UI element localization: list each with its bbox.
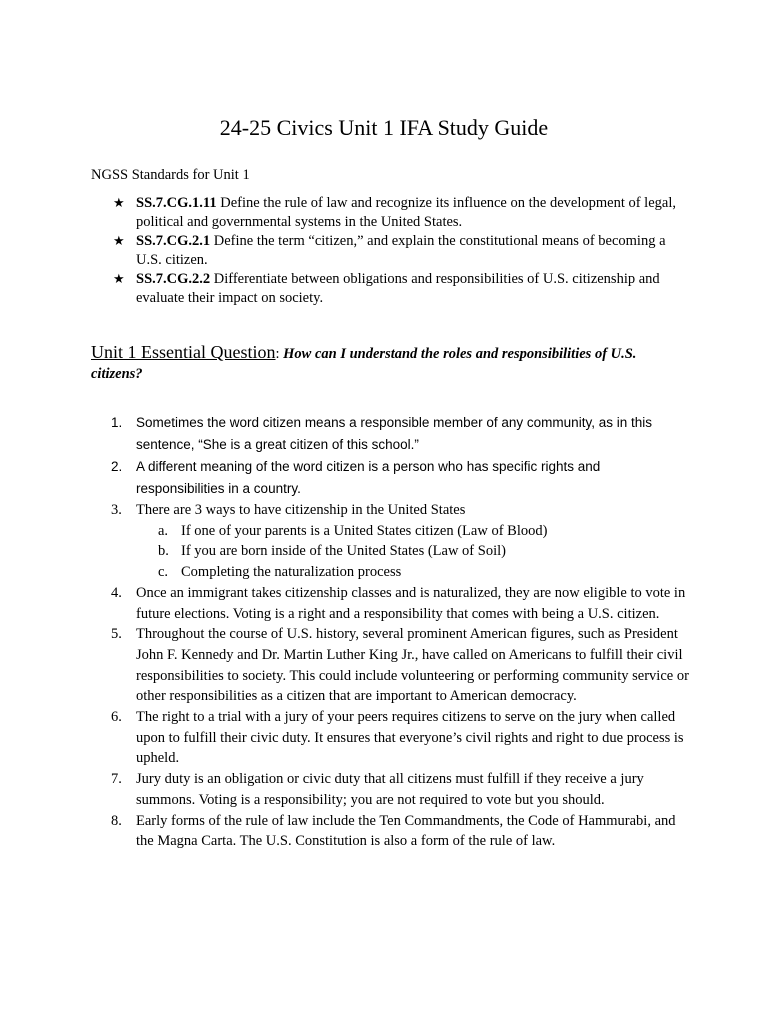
standard-text: Define the term “citizen,” and explain the constitutional means of becoming a U.S. citizen. bbox=[136, 233, 666, 268]
standard-item bbox=[113, 232, 683, 270]
essential-question-text: How can I understand the roles and responsibilities of U.S. citizens? bbox=[91, 346, 637, 382]
item-text: Once an immigrant takes citizenship classes and is naturalized, they are now eligible to vote in future elections. Voting is a right and a responsibility that comes with being a U.S. citizen. bbox=[136, 584, 686, 622]
standard-code: SS.7.CG.2.2 bbox=[136, 271, 211, 287]
essential-question-label: Unit 1 Essential Question bbox=[91, 342, 276, 362]
item-number: 3. bbox=[111, 502, 122, 518]
item-number: 8. bbox=[111, 812, 122, 829]
item-number: 5. bbox=[111, 626, 122, 643]
list-item bbox=[91, 583, 691, 624]
standard-code: SS.7.CG.1.11 bbox=[136, 195, 217, 211]
standard-text: Define the rule of law and recognize its influence on the development of legal, political and governmental systems in the United States. bbox=[136, 195, 676, 230]
essential-question-colon: : bbox=[275, 346, 280, 362]
list-item bbox=[91, 624, 691, 707]
standard-text: Differentiate between obligations and responsibilities of U.S. citizenship and evaluate their impact on society. bbox=[136, 271, 660, 306]
study-items-list bbox=[91, 412, 691, 852]
document-title: 24-25 Civics Unit 1 IFA Study Guide bbox=[219, 115, 549, 140]
item-number: 7. bbox=[111, 771, 122, 788]
sub-item-letter: c. bbox=[158, 564, 169, 581]
list-item bbox=[91, 769, 691, 810]
sub-item-text: If you are born inside of the United States (Law of Soil) bbox=[181, 543, 506, 560]
item-text: Throughout the course of U.S. history, several prominent American figures, such as President John F. Kennedy and Dr. Martin Luther King Jr., have called on Americans to fulfill their civil responsibilities to society. This could include volunteering or performing community service or other responsibilities as a citizen that are important to American democracy. bbox=[136, 626, 689, 705]
item-text: Jury duty is an obligation or civic duty that all citizens must fulfill if they receive a jury summons. Voting is a responsibility; you are not required to vote but you should. bbox=[136, 771, 644, 808]
item-number: 4. bbox=[111, 584, 122, 601]
sub-item-letter: b. bbox=[158, 543, 169, 560]
sub-list-item bbox=[136, 541, 691, 562]
item-text: There are 3 ways to have citizenship in the United States bbox=[136, 502, 466, 518]
item-text: Sometimes the word citizen means a responsible member of any community, as in this sentence, “She is a great citizen of this school.” bbox=[136, 415, 652, 452]
standards-list bbox=[113, 194, 683, 308]
sub-list-item bbox=[136, 562, 691, 583]
sub-item-text: Completing the naturalization process bbox=[181, 564, 402, 581]
item-number: 2. bbox=[111, 459, 123, 474]
sub-list-item bbox=[136, 521, 691, 542]
item-text: A different meaning of the word citizen is a person who has specific rights and responsibilities in a country. bbox=[136, 459, 601, 496]
essential-question bbox=[91, 342, 681, 384]
star-bullet-icon: ★ bbox=[113, 196, 125, 211]
standard-item bbox=[113, 194, 683, 232]
standard-code: SS.7.CG.2.1 bbox=[136, 233, 211, 249]
item-number: 1. bbox=[111, 415, 123, 430]
star-bullet-icon: ★ bbox=[113, 234, 125, 249]
standards-heading: NGSS Standards for Unit 1 bbox=[91, 167, 250, 183]
list-item bbox=[91, 707, 691, 769]
list-item bbox=[91, 412, 691, 456]
citizenship-ways-list bbox=[136, 521, 691, 583]
list-item bbox=[91, 456, 691, 500]
list-item bbox=[91, 811, 691, 852]
sub-item-text: If one of your parents is a United States citizen (Law of Blood) bbox=[181, 522, 548, 539]
sub-item-letter: a. bbox=[158, 522, 169, 539]
standard-item bbox=[113, 270, 683, 308]
item-text: Early forms of the rule of law include the Ten Commandments, the Code of Hammurabi, and the Magna Carta. The U.S. Constitution is also a form of the rule of law. bbox=[136, 812, 676, 850]
list-item bbox=[91, 500, 691, 583]
star-bullet-icon: ★ bbox=[113, 272, 125, 287]
item-text: The right to a trial with a jury of your peers requires citizens to serve on the jury when called upon to fulfill their civic duty. It ensures that everyone’s civil rights and right to due process is upheld. bbox=[136, 709, 684, 767]
item-number: 6. bbox=[111, 709, 122, 726]
